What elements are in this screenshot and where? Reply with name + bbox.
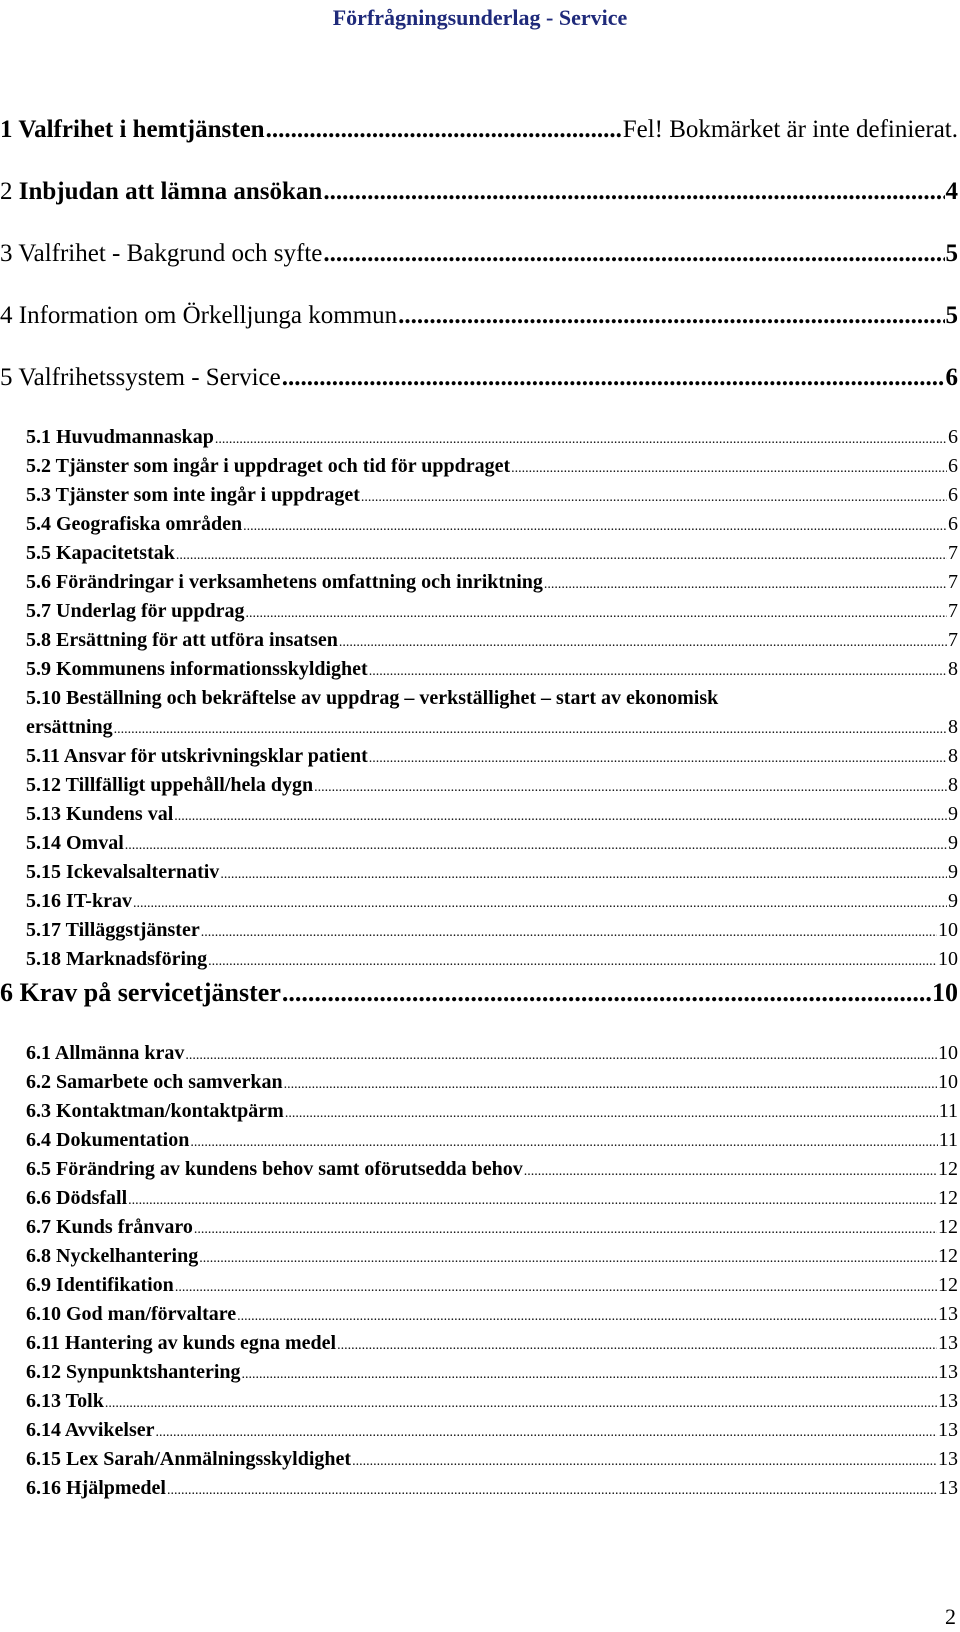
toc-entry-6-15[interactable] [26, 1448, 958, 1471]
toc-leader [323, 240, 944, 268]
toc-leader [194, 1216, 937, 1239]
toc-entry-page: 13 [938, 1390, 958, 1412]
toc-entry-page: 13 [938, 1303, 958, 1325]
toc-entry-page: 6 [945, 364, 958, 391]
toc-entry-number: 6.7 [26, 1216, 51, 1238]
toc-entry-title: Hjälpmedel [66, 1477, 166, 1499]
toc-entry-5-1[interactable] [26, 426, 958, 449]
toc-leader [314, 774, 947, 797]
toc-entry-6-5[interactable] [26, 1158, 958, 1181]
toc-entry-number: 5 [0, 364, 13, 391]
toc-entry-number: 5.12 [26, 774, 61, 796]
toc-entry-number: 5.8 [26, 629, 51, 651]
toc-entry-page: 8 [948, 658, 958, 680]
toc-entry-number: 5.6 [26, 571, 51, 593]
toc-entry-title: Synpunktshantering [66, 1361, 241, 1383]
toc-leader [369, 745, 947, 768]
toc-leader [266, 116, 622, 144]
toc-leader [128, 1187, 937, 1210]
toc-entry-title: Tilläggstjänster [65, 919, 200, 941]
toc-leader [176, 542, 947, 565]
toc-leader [361, 484, 947, 507]
toc-entry-page: 13 [938, 1332, 958, 1354]
toc-entry-title: Valfrihet - Bakgrund och syfte [18, 240, 323, 267]
toc-entry-title: Marknadsföring [66, 948, 208, 970]
toc-entry-page: 7 [948, 571, 958, 593]
toc-entry-title: Identifikation [56, 1274, 174, 1296]
toc-entry-title-continued: ersättning [26, 716, 113, 738]
toc-entry-1[interactable] [0, 116, 958, 144]
toc-entry-title: Geografiska områden [56, 513, 243, 535]
toc-entry-page: 11 [938, 1100, 958, 1122]
toc-leader [167, 1477, 937, 1500]
toc-entry-number: 5.5 [26, 542, 51, 564]
toc-leader [285, 1100, 938, 1123]
toc-leader [133, 890, 947, 913]
toc-entry-6-8[interactable] [26, 1245, 958, 1268]
toc-entry-6-11[interactable] [26, 1332, 958, 1355]
toc-entry-page: 8 [948, 745, 958, 767]
toc-entry-5-17[interactable] [26, 919, 958, 942]
toc-entry-page: 7 [948, 542, 958, 564]
toc-leader [337, 1332, 937, 1355]
toc-entry-page: 6 [948, 513, 958, 535]
toc-entry-5-10-line1[interactable] [26, 687, 958, 710]
toc-entry-6-16[interactable] [26, 1477, 958, 1500]
toc-entry-number: 2 [0, 178, 13, 205]
toc-entry-number: 6.1 [26, 1042, 51, 1064]
toc-entry-page: 6 [948, 455, 958, 477]
toc-entry-page: 13 [938, 1477, 958, 1499]
toc-entry-number: 4 [0, 302, 13, 329]
toc-entry-number: 5.9 [26, 658, 51, 680]
toc-leader [114, 716, 947, 739]
toc-leader [369, 658, 947, 681]
toc-entry-5-15[interactable] [26, 861, 958, 884]
toc-entry-number: 6.12 [26, 1361, 61, 1383]
toc-entry-title: Tillfälligt uppehåll/hela dygn [65, 774, 314, 796]
toc-entry-title: IT-krav [66, 890, 132, 912]
toc-entry-title: Förändring av kundens behov samt oförutsedda behov [56, 1158, 523, 1180]
toc-leader [323, 178, 944, 206]
toc-entry-page: 12 [938, 1158, 958, 1180]
toc-leader [242, 1361, 937, 1384]
toc-entry-number: 6.16 [26, 1477, 61, 1499]
toc-entry-page: 4 [945, 178, 958, 205]
toc-leader [174, 803, 947, 826]
toc-entry-6-7[interactable] [26, 1216, 958, 1239]
toc-entry-page: 9 [948, 832, 958, 854]
toc-entry-number: 5.4 [26, 513, 51, 535]
toc-entry-number: 5.18 [26, 948, 61, 970]
toc-entry-5-13[interactable] [26, 803, 958, 826]
toc-entry-title: Avvikelser [64, 1419, 155, 1441]
toc-entry-6-2[interactable] [26, 1071, 958, 1094]
toc-entry-6-4[interactable] [26, 1129, 958, 1152]
toc-entry-title: Tjänster som inte ingår i uppdraget [55, 484, 360, 506]
toc-entry-5-16[interactable] [26, 890, 958, 913]
toc-entry-number: 5.14 [26, 832, 61, 854]
toc-entry-title: Omval [66, 832, 124, 854]
toc-entry-5-14[interactable] [26, 832, 958, 855]
toc-entry-5-9[interactable] [26, 658, 958, 681]
toc-entry-title: Information om Örkelljunga kommun [18, 302, 398, 329]
toc-entry-5-10-line2[interactable] [26, 716, 958, 739]
toc-entry-5-2[interactable] [26, 455, 958, 478]
page-number: 2 [945, 1604, 956, 1629]
toc-entry-5-6[interactable] [26, 571, 958, 594]
toc-entry-number: 5.15 [26, 861, 61, 883]
toc-entry-title: Valfrihetssystem - Service [18, 364, 281, 391]
toc-leader [190, 1129, 937, 1152]
toc-entry-number: 6.6 [26, 1187, 51, 1209]
toc-entry-page: 13 [938, 1419, 958, 1441]
toc-entry-page: 12 [938, 1187, 958, 1209]
toc-entry-number: 5.1 [26, 426, 51, 448]
toc-entry-page: 6 [948, 426, 958, 448]
toc-entry-title: Nyckelhantering [56, 1245, 199, 1267]
toc-entry-title: Kapacitetstak [56, 542, 175, 564]
toc-entry-page: 10 [938, 948, 958, 970]
toc-entry-number: 5.2 [26, 455, 51, 477]
toc-entry-number: 6.9 [26, 1274, 51, 1296]
toc-leader [511, 455, 947, 478]
toc-entry-number: 5.17 [26, 919, 61, 941]
toc-entry-page: 10 [938, 1071, 958, 1093]
toc-entry-number: 6.4 [26, 1129, 51, 1151]
toc-entry-number: 5.3 [26, 484, 51, 506]
toc-entry-page: 7 [948, 629, 958, 651]
toc-entry-page: 13 [938, 1448, 958, 1470]
toc-entry-5-11[interactable] [26, 745, 958, 768]
toc-entry-title: Kundens val [66, 803, 174, 825]
toc-entry-6-10[interactable] [26, 1303, 958, 1326]
toc-entry-title: Underlag för uppdrag [56, 600, 245, 622]
toc-entry-6-9[interactable] [26, 1274, 958, 1297]
toc-leader [339, 629, 947, 652]
toc-leader [105, 1390, 937, 1413]
toc-entry-title: Beställning och bekräftelse av uppdrag – verkställighet – start av ekonomisk [66, 687, 719, 709]
toc-entry-6-12[interactable] [26, 1361, 958, 1384]
toc-entry-page: 9 [948, 803, 958, 825]
toc-leader [246, 600, 947, 623]
toc-entry-page: 7 [948, 600, 958, 622]
toc-entry-number: 6.13 [26, 1390, 61, 1412]
toc-entry-4[interactable] [0, 302, 958, 330]
toc-entry-page: 9 [948, 861, 958, 883]
toc-leader [237, 1303, 937, 1326]
toc-leader [175, 1274, 937, 1297]
toc-entry-title: Inbjudan att lämna ansökan [18, 178, 323, 205]
toc-entry-5-12[interactable] [26, 774, 958, 797]
toc-entry-title: God man/förvaltare [66, 1303, 237, 1325]
toc-leader [156, 1419, 937, 1442]
toc-entry-6[interactable] [0, 978, 958, 1008]
toc-leader [208, 948, 937, 971]
toc-entry-number: 6.11 [26, 1332, 60, 1354]
toc-entry-title: Dokumentation [56, 1129, 190, 1151]
toc-entry-number: 6.8 [26, 1245, 51, 1267]
toc-entry-5[interactable] [0, 364, 958, 392]
toc-leader [282, 978, 931, 1008]
toc-entry-number: 6 [0, 978, 13, 1007]
toc-entry-page: 12 [938, 1216, 958, 1238]
toc-leader [398, 302, 944, 330]
toc-entry-title: Hantering av kunds egna medel [64, 1332, 337, 1354]
toc-entry-number: 6.2 [26, 1071, 51, 1093]
toc-entry-number: 6.15 [26, 1448, 61, 1470]
toc-leader [284, 1071, 937, 1094]
toc-entry-page: 8 [948, 774, 958, 796]
toc-leader [215, 426, 947, 449]
toc-entry-title: Allmänna krav [54, 1042, 185, 1064]
toc-leader [220, 861, 947, 884]
toc-entry-title: Förändringar i verksamhetens omfattning och inriktning [56, 571, 543, 593]
toc-entry-5-5[interactable] [26, 542, 958, 565]
toc-entry-title: Kommunens informationsskyldighet [56, 658, 368, 680]
toc-entry-page: 8 [948, 716, 958, 738]
toc-entry-title: Samarbete och samverkan [56, 1071, 283, 1093]
toc-entry-number: 5.10 [26, 687, 61, 709]
toc-leader [524, 1158, 937, 1181]
toc-leader [185, 1042, 937, 1065]
toc-entry-page: 10 [932, 978, 958, 1007]
toc-entry-page: 5 [945, 302, 958, 329]
toc-entry-title: Lex Sarah/Anmälningsskyldighet [66, 1448, 352, 1470]
toc-entry-5-4[interactable] [26, 513, 958, 536]
toc-leader [282, 364, 945, 392]
toc-entry-title: Tjänster som ingår i uppdraget och tid för uppdraget [55, 455, 511, 477]
toc-entry-number: 6.5 [26, 1158, 51, 1180]
toc-entry-2[interactable] [0, 178, 958, 206]
toc-leader [544, 571, 947, 594]
toc-entry-5-8[interactable] [26, 629, 958, 652]
toc-entry-5-18[interactable] [26, 948, 958, 971]
toc-entry-6-3[interactable] [26, 1100, 958, 1123]
toc-leader [352, 1448, 937, 1471]
toc-entry-number: 3 [0, 240, 13, 267]
toc-entry-6-14[interactable] [26, 1419, 958, 1442]
toc-entry-6-1[interactable] [26, 1042, 958, 1065]
toc-entry-page: 10 [938, 919, 958, 941]
toc-entry-page: 11 [938, 1129, 958, 1151]
toc-entry-title: Kontaktman/kontaktpärm [56, 1100, 284, 1122]
toc-leader [199, 1245, 937, 1268]
toc-leader [125, 832, 947, 855]
toc-entry-number: 6.14 [26, 1419, 61, 1441]
toc-entry-page: 10 [938, 1042, 958, 1064]
toc-entry-title: Valfrihet i hemtjänsten [18, 116, 265, 143]
toc-entry-number: 5.11 [26, 745, 60, 767]
toc-entry-title: Dödsfall [56, 1187, 128, 1209]
toc-entry-5-7[interactable] [26, 600, 958, 623]
toc-entry-number: 6.3 [26, 1100, 51, 1122]
toc-entry-title: Krav på servicetjänster [19, 978, 281, 1007]
toc-entry-number: 5.13 [26, 803, 61, 825]
toc-entry-number: 6.10 [26, 1303, 61, 1325]
toc-entry-title: Tolk [65, 1390, 104, 1412]
toc-entry-page: Fel! Bokmärket är inte definierat. [622, 116, 958, 143]
toc-entry-6-13[interactable] [26, 1390, 958, 1413]
toc-entry-page: 12 [938, 1274, 958, 1296]
toc-entry-5-3[interactable] [26, 484, 958, 507]
toc-entry-page: 9 [948, 890, 958, 912]
toc-entry-page: 12 [938, 1245, 958, 1267]
toc-entry-title: Ickevalsalternativ [66, 861, 220, 883]
toc-entry-title: Ersättning för att utföra insatsen [56, 629, 338, 651]
toc-entry-page: 13 [938, 1361, 958, 1383]
toc-entry-number: 1 [0, 116, 13, 143]
toc-entry-number: 5.16 [26, 890, 61, 912]
toc-leader [243, 513, 947, 536]
toc-entry-title: Ansvar för utskrivningsklar patient [63, 745, 368, 767]
toc-entry-3[interactable] [0, 240, 958, 268]
toc-entry-page: 5 [945, 240, 958, 267]
toc-entry-6-6[interactable] [26, 1187, 958, 1210]
page-header: Förfrågningsunderlag - Service [332, 5, 628, 30]
toc-entry-page: 6 [948, 484, 958, 506]
toc-entry-title: Huvudmannaskap [56, 426, 214, 448]
toc-leader [201, 919, 937, 942]
toc-entry-number: 5.7 [26, 600, 51, 622]
toc-entry-title: Kunds frånvaro [56, 1216, 193, 1238]
